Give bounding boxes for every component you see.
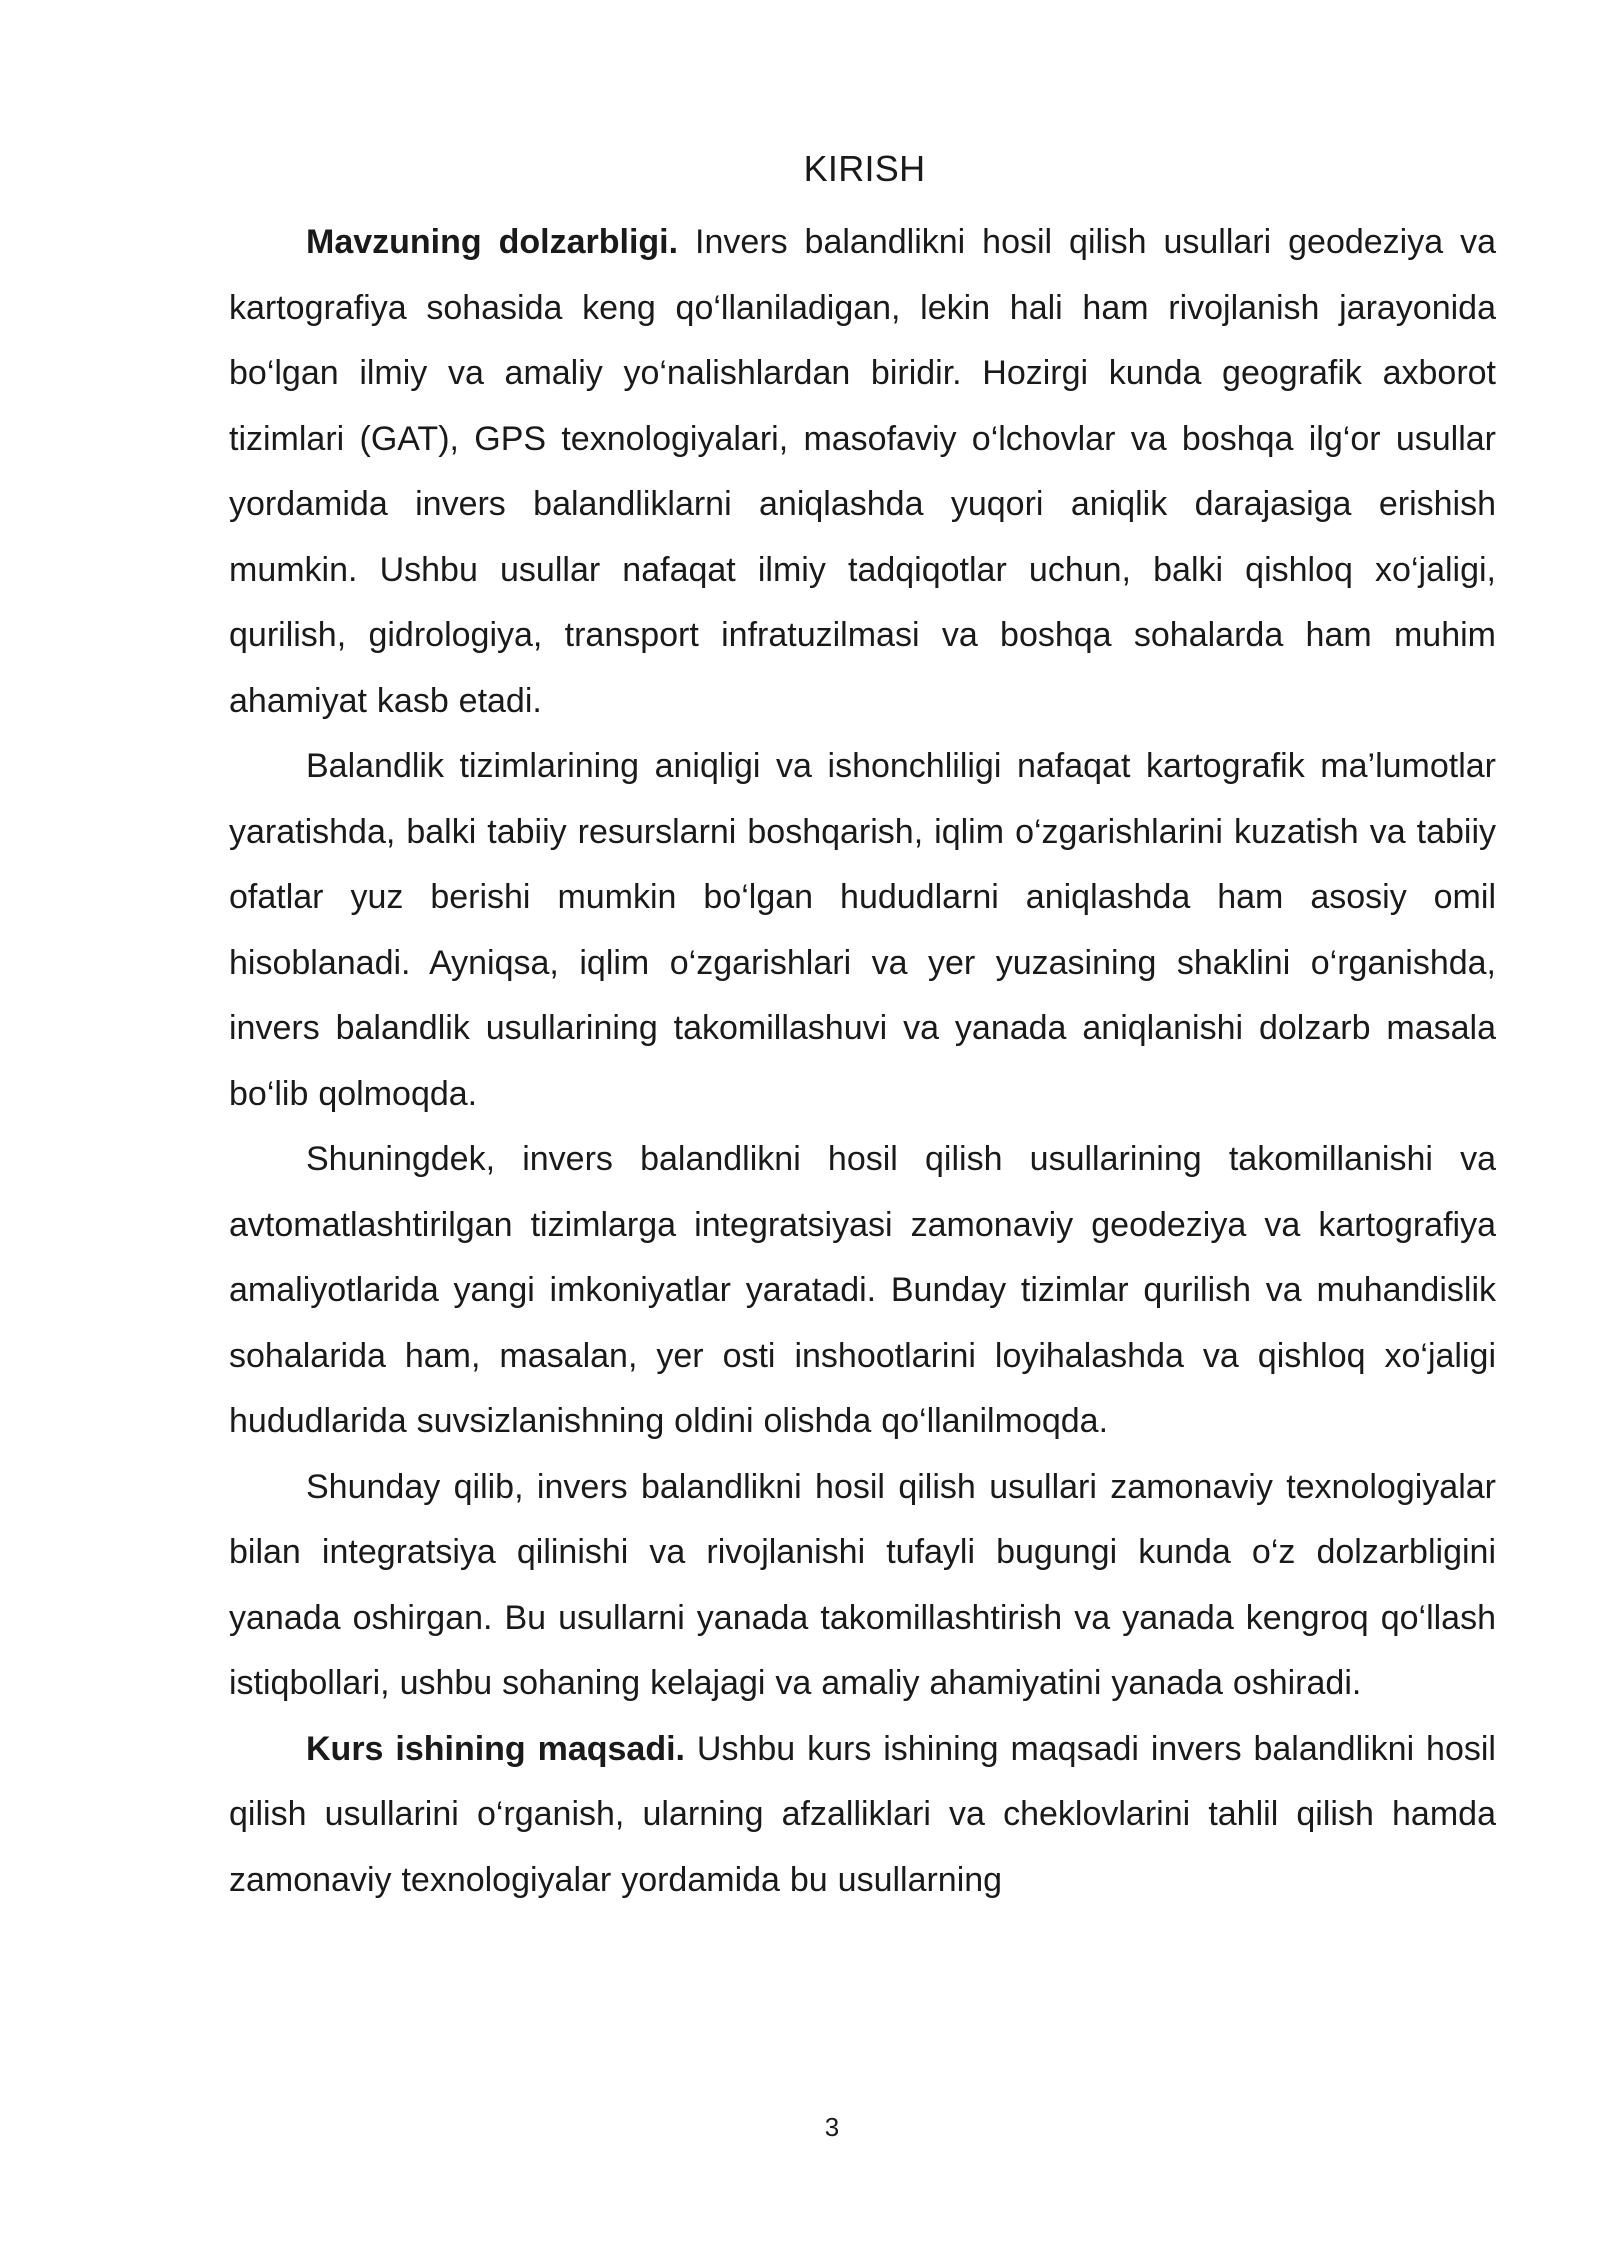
paragraph bbox=[229, 1127, 1496, 1455]
paragraph-text: Invers balandlikni hosil qilish usullari geodeziya va kartografiya sohasida keng qo‘llaniladigan, lekin hali ham rivojlanish jarayonida bo‘lgan ilmiy va amaliy yo‘nalishlardan biridir. Hozirgi kunda geografik axborot tizimlari (GAT), GPS texnologiyalari, masofaviy o‘lchovlar va boshqa ilg‘or usullar yordamida invers balandliklarni aniqlashda yuqori aniqlik darajasiga erishish mumkin. Ushbu usullar nafaqat ilmiy tadqiqotlar uchun, balki qishloq xo‘jaligi, qurilish, gidrologiya, transport infratuzilmasi va boshqa sohalarda ham muhim ahamiyat kasb etadi. bbox=[229, 223, 1496, 720]
page-number: 3 bbox=[824, 2112, 840, 2142]
paragraph-text: Ushbu kurs ishining maqsadi invers balandlikni hosil qilish usullarini o‘rganish, ularning afzalliklari va cheklovlarini tahlil qilish hamda zamonaviy texnologiyalar yordamida bu usullarning bbox=[229, 1729, 1496, 1899]
paragraph-relevance bbox=[229, 210, 1496, 734]
paragraph-text: Shuningdek, invers balandlikni hosil qilish usullarining takomillanishi va avtomatlashtirilgan tizimlarga integratsiyasi zamonaviy geodeziya va kartografiya amaliyotlarida yangi imkoniyatlar yaratadi. Bunday tizimlar qurilish va muhandislik sohalarida ham, masalan, yer osti inshootlarini loyihalashda va qishloq xo‘jaligi hududlarida suvsizlanishning oldini olishda qo‘llanilmoqda. bbox=[229, 1140, 1496, 1440]
page-content bbox=[229, 145, 1496, 1913]
paragraph-lead: Mavzuning dolzarbligi. bbox=[306, 223, 679, 261]
paragraph-goal bbox=[229, 1717, 1496, 1914]
paragraph-text: Shunday qilib, invers balandlikni hosil qilish usullari zamonaviy texnologiyalar bilan integratsiya qilinishi va rivojlanishi tufayli bugungi kunda o‘z dolzarbligini yanada oshirgan. Bu usullarni yanada takomillashtirish va yanada kengroq qo‘llash istiqbollari, ushbu sohaning kelajagi va amaliy ahamiyatini yanada oshiradi. bbox=[229, 1467, 1496, 1702]
paragraph bbox=[229, 1455, 1496, 1717]
paragraph bbox=[229, 734, 1496, 1127]
paragraph-lead: Kurs ishining maqsadi. bbox=[306, 1729, 685, 1768]
paragraph-text: Balandlik tizimlarining aniqligi va ishonchliligi nafaqat kartografik ma’lumotlar yaratishda, balki tabiiy resurslarni boshqarish, iqlim o‘zgarishlarini kuzatish va tabiiy ofatlar yuz berishi mumkin bo‘lgan hududlarni aniqlashda ham asosiy omil hisoblanadi. Ayniqsa, iqlim o‘zgarishlari va yer yuzasining shaklini o‘rganishda, invers balandlik usullarining takomillashuvi va yanada aniqlanishi dolzarb masala bo‘lib qolmoqda. bbox=[229, 747, 1496, 1113]
section-heading: KIRISH bbox=[803, 148, 926, 189]
